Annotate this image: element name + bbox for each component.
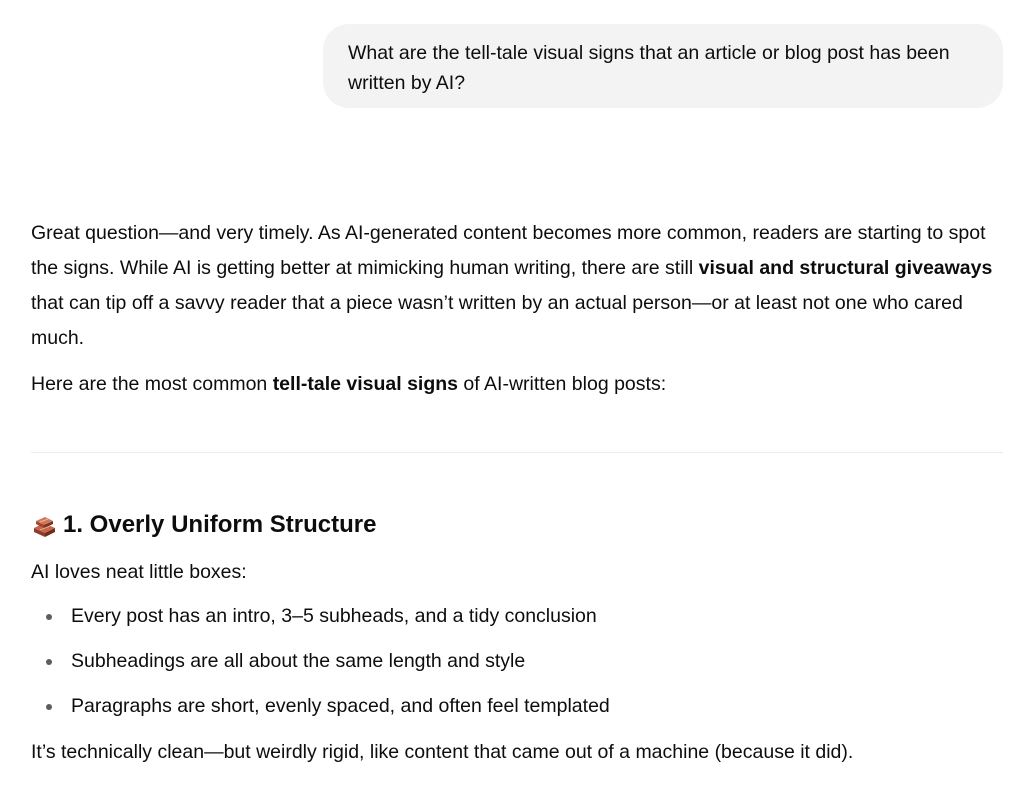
bullet-dot-icon — [46, 704, 52, 710]
section-outro-text: It’s technically clean—but weirdly rigid, like content that came out of a machine (because it did). — [31, 741, 854, 763]
section-heading — [31, 506, 1006, 544]
assistant-response — [31, 216, 1006, 402]
list-item-text: Subheadings are all about the same length and style — [71, 650, 526, 672]
section-intro-text: AI loves neat little boxes: — [31, 561, 247, 583]
bullet-dot-icon — [46, 659, 52, 665]
section-divider — [31, 452, 1003, 453]
paragraph-bold-text: visual and structural giveaways — [698, 257, 993, 279]
section-heading-text: 1. Overly Uniform Structure — [63, 511, 377, 538]
paragraph-text: of AI-written blog posts: — [458, 373, 667, 395]
user-message-bubble — [323, 24, 1003, 108]
paragraph-text: Here are the most common — [31, 373, 273, 395]
section-overly-uniform-structure — [31, 506, 1006, 770]
assistant-paragraph-intro — [31, 216, 1006, 356]
list-item — [31, 644, 1006, 679]
paragraph-text: Great question—and very timely. As AI-generated content becomes more common, readers are starting to spot the signs. While AI is getting better at mimicking human writing, there are still — [31, 222, 986, 279]
user-message-text: What are the tell-tale visual signs that an article or blog post has been written by AI? — [348, 42, 950, 94]
paragraph-text: that can tip off a savvy reader that a piece wasn’t written by an actual person—or at least not one who cared much. — [31, 292, 963, 349]
bullet-list — [31, 599, 1006, 724]
bullet-dot-icon — [46, 614, 52, 620]
assistant-paragraph-lead — [31, 367, 1006, 402]
list-item-text: Every post has an intro, 3–5 subheads, and a tidy conclusion — [71, 605, 597, 627]
paragraph-bold-text: tell-tale visual signs — [272, 373, 459, 395]
bricks-icon — [31, 512, 57, 538]
list-item — [31, 689, 1006, 724]
list-item — [31, 599, 1006, 634]
list-item-text: Paragraphs are short, evenly spaced, and often feel templated — [71, 695, 610, 717]
